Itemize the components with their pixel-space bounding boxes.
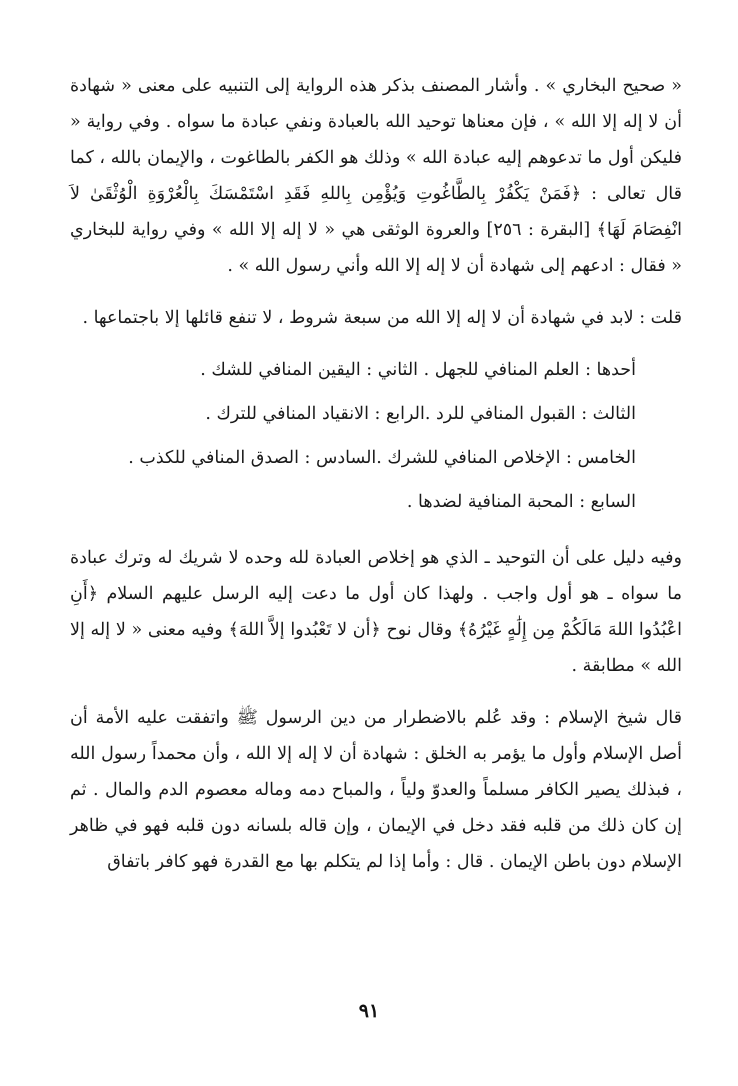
condition-line-2: الثالث : القبول المنافي للرد .الرابع : الانقياد المنافي للترك .: [205, 404, 636, 424]
paragraph-seven-conditions-intro: قلت : لابد في شهادة أن لا إله إلا الله من سبعة شروط ، لا تنفع قائلها إلا باجتماعها .: [82, 308, 682, 328]
page-number: ٩١: [358, 1000, 380, 1022]
paragraph-hadith-explanation: « صحيح البخاري » . وأشار المصنف بذكر هذه الرواية إلى التنبيه على معنى « شهادة أن لا إله إلا الله » ، فإن معناها توحيد الله بالعبادة ونفي عبادة ما سواه . وفي رواية « فليكن أول ما تدعوهم إليه عبادة الله » وذلك هو الكفر بالطاغوت ، والإيمان بالله ، كما قال تعالى : ﴿فَمَنْ يَكْفُرْ بِالطَّاغُوتِ وَيُؤْمِن بِاللهِ فَقَدِ اسْتَمْسَكَ بِالْعُرْوَةِ الْوُثْقَىٰ لاَ انْفِصَامَ لَهَا﴾ [البقرة : ٢٥٦] والعروة الوثقى هي « لا إله إلا الله » وفي رواية للبخاري « فقال : ادعهم إلى شهادة أن لا إله إلا الله وأني رسول الله » .: [70, 76, 682, 276]
page-body: [70, 68, 682, 880]
condition-line-1: أحدها : العلم المنافي للجهل . الثاني : اليقين المنافي للشك .: [200, 360, 636, 380]
condition-line-4: السابع : المحبة المنافية لضدها .: [406, 492, 636, 512]
paragraph-shaykh-al-islam-quote: قال شيخ الإسلام : وقد عُلم بالاضطرار من دين الرسول ﷺ واتفقت عليه الأمة أن أصل الإسلام وأول ما يؤمر به الخلق : شهادة أن لا إله إلا الله ، وأن محمداً رسول الله ، فبذلك يصير الكافر مسلماً والعدوّ ولياً ، والمباح دمه وماله معصوم الدم والمال . ثم إن كان ذلك من قلبه فقد دخل في الإيمان ، وإن قاله بلسانه دون قلبه فهو في ظاهر الإسلام دون باطن الإيمان . قال : وأما إذا لم يتكلم بها مع القدرة فهو كافر باتفاق: [70, 708, 682, 872]
condition-line-3: الخامس : الإخلاص المنافي للشرك .السادس : الصدق المنافي للكذب .: [128, 448, 636, 468]
conditions-list: [70, 348, 682, 524]
paragraph-tawhid-first-obligation: وفيه دليل على أن التوحيد ـ الذي هو إخلاص العبادة لله وحده لا شريك له وترك عبادة ما سواه ـ هو أول واجب . ولهذا كان أول ما دعت إليه الرسل عليهم السلام ﴿أَنِ اعْبُدُوا اللهَ مَالَكُمْ مِن إِلَٰهٍ غَيْرُهُ﴾ وقال نوح ﴿أن لا تَعْبُدوا إلاَّ اللهَ﴾ وفيه معنى « لا إله إلا الله » مطابقة .: [70, 548, 682, 676]
